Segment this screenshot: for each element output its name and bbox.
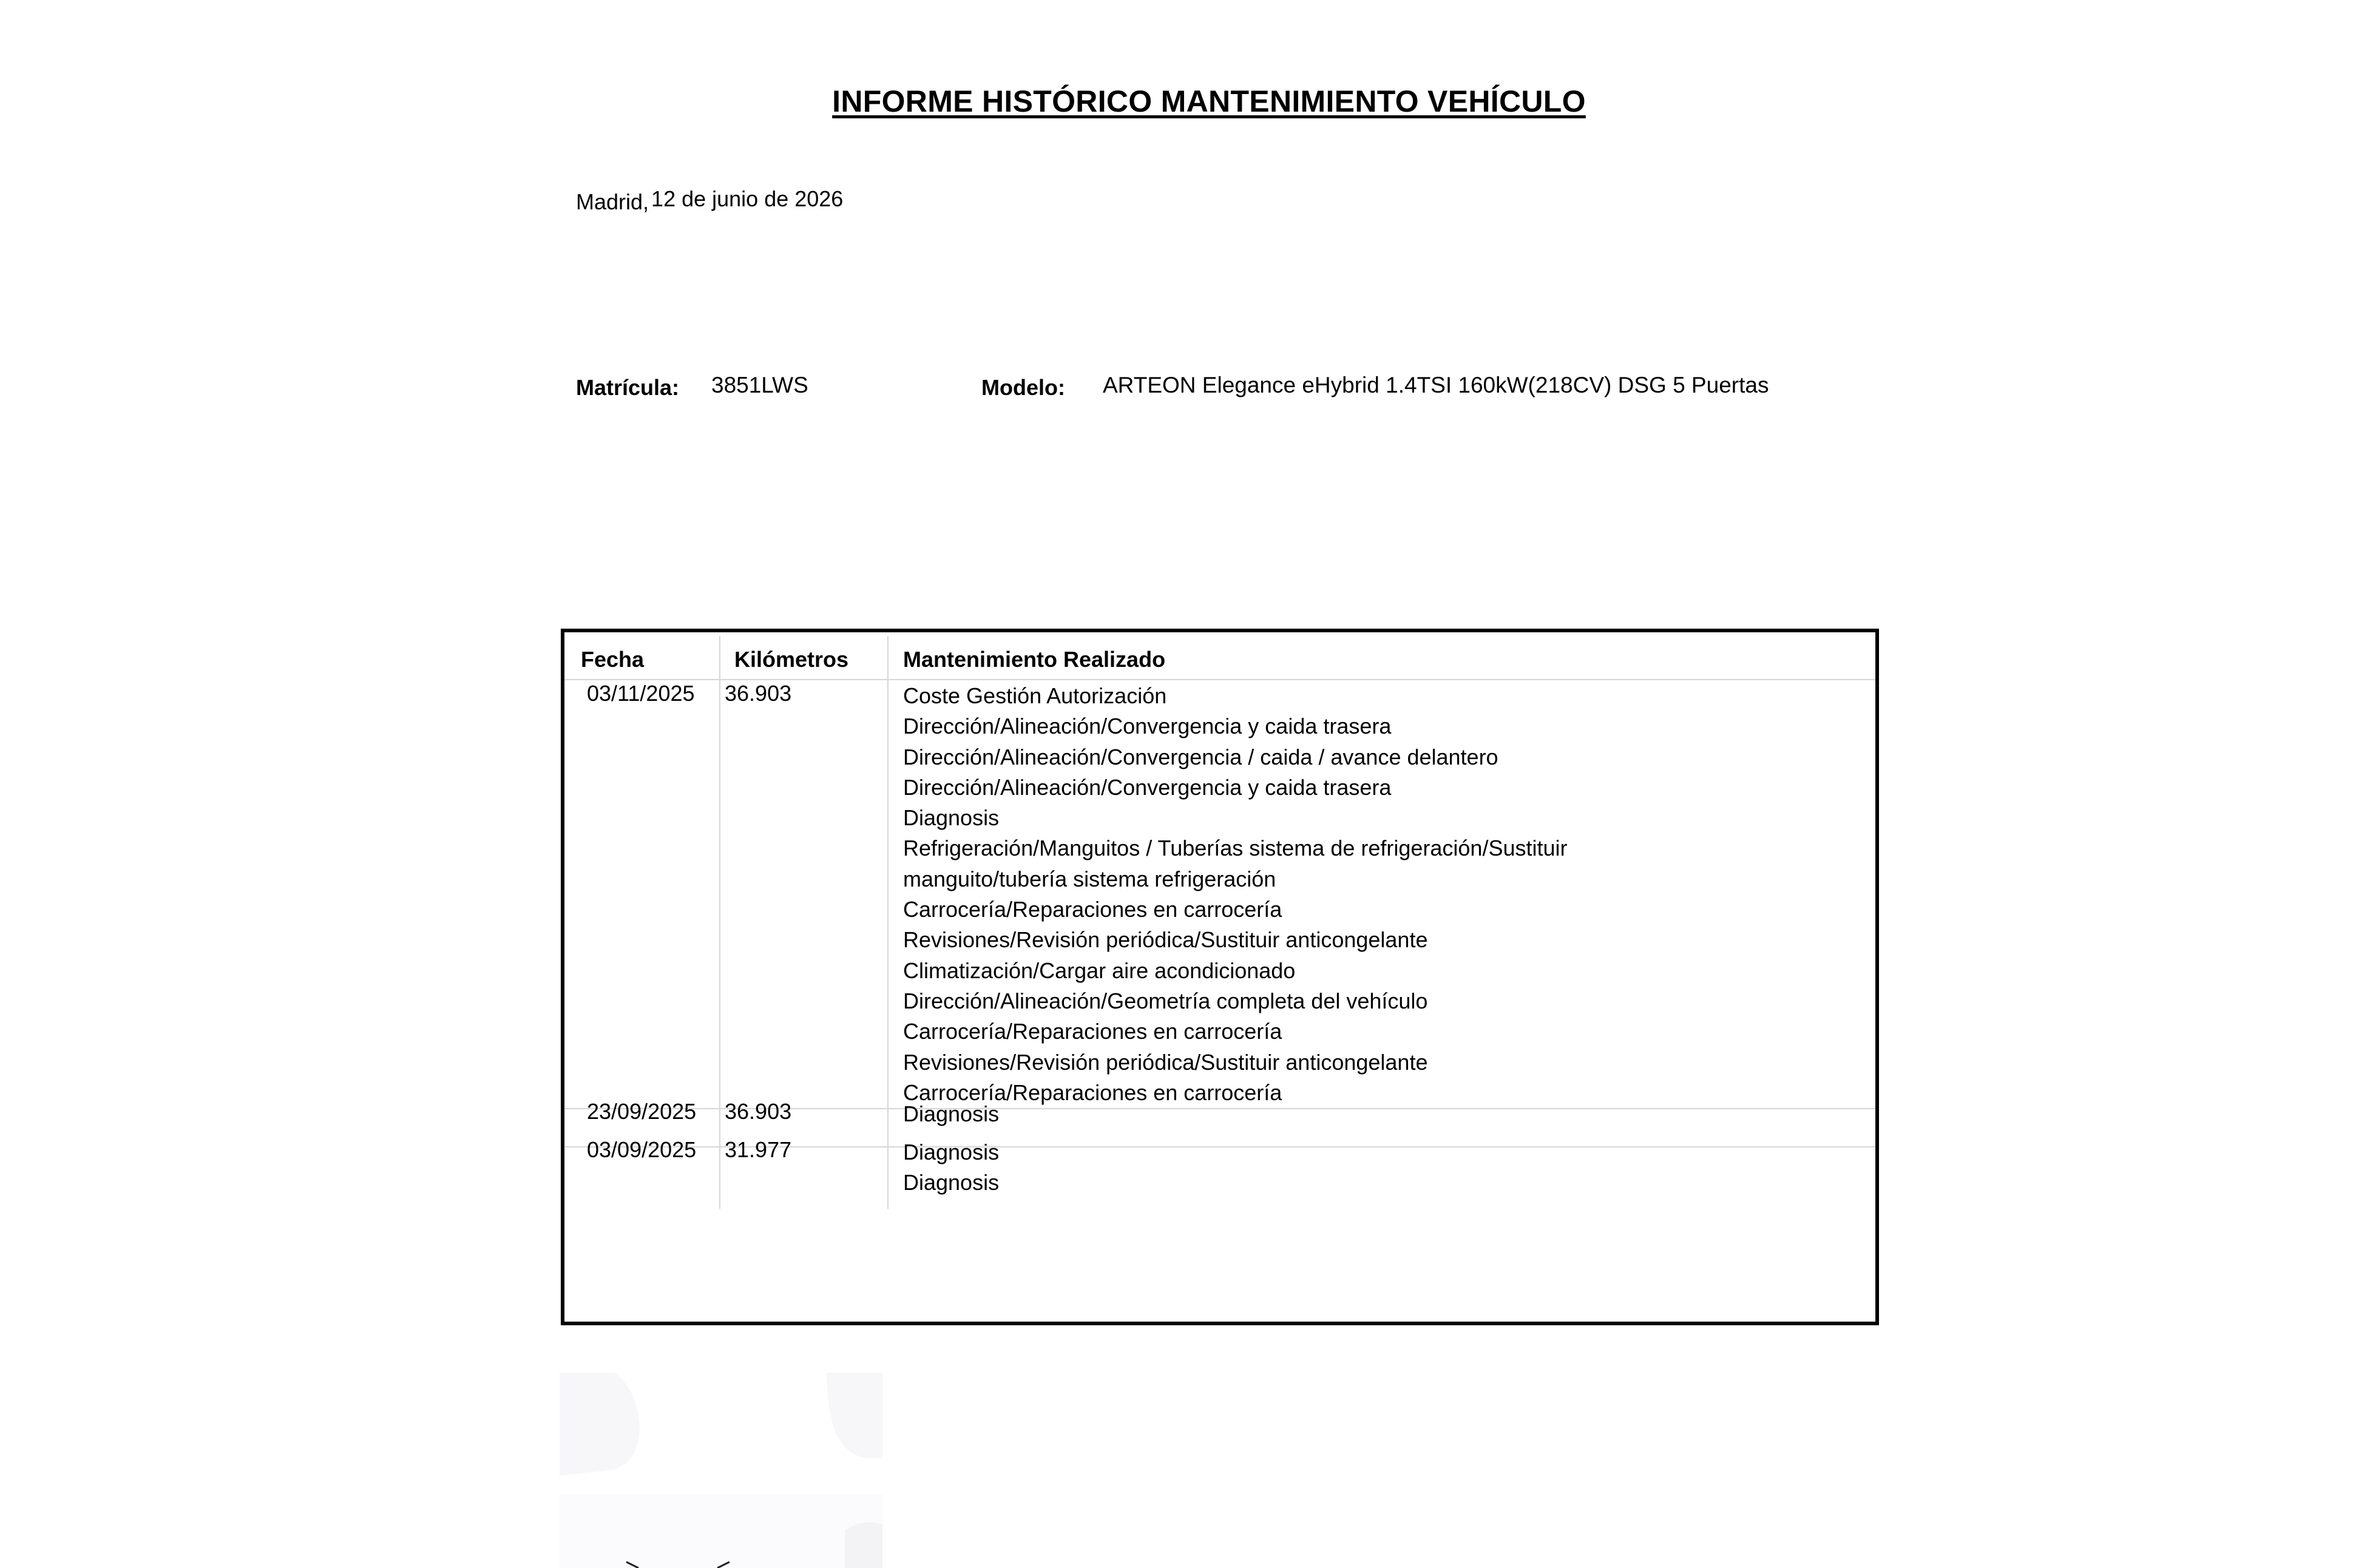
task-item: Carrocería/Reparaciones en carrocería (903, 897, 1282, 922)
task-item: Carrocería/Reparaciones en carrocería (903, 1080, 1282, 1105)
task-item: Climatización/Cargar aire acondicionado (903, 958, 1296, 983)
report-title: INFORME HISTÓRICO MANTENIMIENTO VEHÍCULO (832, 84, 1586, 118)
task-item: Dirección/Alineación/Geometría completa del vehículo (903, 988, 1428, 1013)
plate-label: Matrícula: (576, 375, 680, 400)
model-value: ARTEON Elegance eHybrid 1.4TSI 160kW(218CV) DSG 5 Puertas (1103, 373, 1769, 397)
task-item: Coste Gestión Autorización (903, 683, 1167, 708)
task-item: manguito/tubería sistema refrigeración (903, 866, 1276, 891)
column-divider (719, 636, 720, 1209)
plate-value: 3851LWS (711, 373, 808, 397)
row-km: 31.977 (725, 1137, 792, 1162)
faded-stamp-image (560, 1373, 882, 1568)
column-header-date: Fecha (581, 647, 645, 672)
row-date: 03/09/2025 (587, 1137, 697, 1162)
column-header-km: Kilómetros (734, 647, 849, 672)
task-list (903, 681, 1568, 1108)
place: Madrid, (576, 189, 649, 214)
place-date (576, 186, 844, 215)
task-item: Dirección/Alineación/Convergencia y caida trasera (903, 774, 1392, 800)
report-date: 12 de junio de 2026 (651, 186, 844, 211)
row-km: 36.903 (725, 681, 792, 706)
task-list (903, 1137, 999, 1198)
row-date: 03/11/2025 (587, 681, 695, 706)
task-item: Carrocería/Reparaciones en carrocería (903, 1019, 1282, 1044)
row-km: 36.903 (725, 1099, 792, 1124)
task-item: Refrigeración/Manguitos / Tuberías sistema de refrigeración/Sustituir (903, 836, 1568, 861)
column-divider (887, 636, 889, 1209)
task-item: Revisiones/Revisión periódica/Sustituir anticongelante (903, 1049, 1428, 1075)
task-item: Diagnosis (903, 1101, 1000, 1126)
column-header-work: Mantenimiento Realizado (903, 647, 1166, 672)
row-date: 23/09/2025 (587, 1099, 697, 1124)
task-list (903, 1099, 999, 1129)
model-label: Modelo: (981, 375, 1065, 400)
task-item: Diagnosis (903, 805, 1000, 831)
task-item: Diagnosis (903, 1140, 1000, 1164)
task-item: Dirección/Alineación/Convergencia y caida trasera (903, 714, 1392, 739)
task-item: Dirección/Alineación/Convergencia / caida / avance delantero (903, 744, 1498, 769)
task-item: Diagnosis (903, 1170, 1000, 1195)
task-item: Revisiones/Revisión periódica/Sustituir anticongelante (903, 927, 1428, 953)
